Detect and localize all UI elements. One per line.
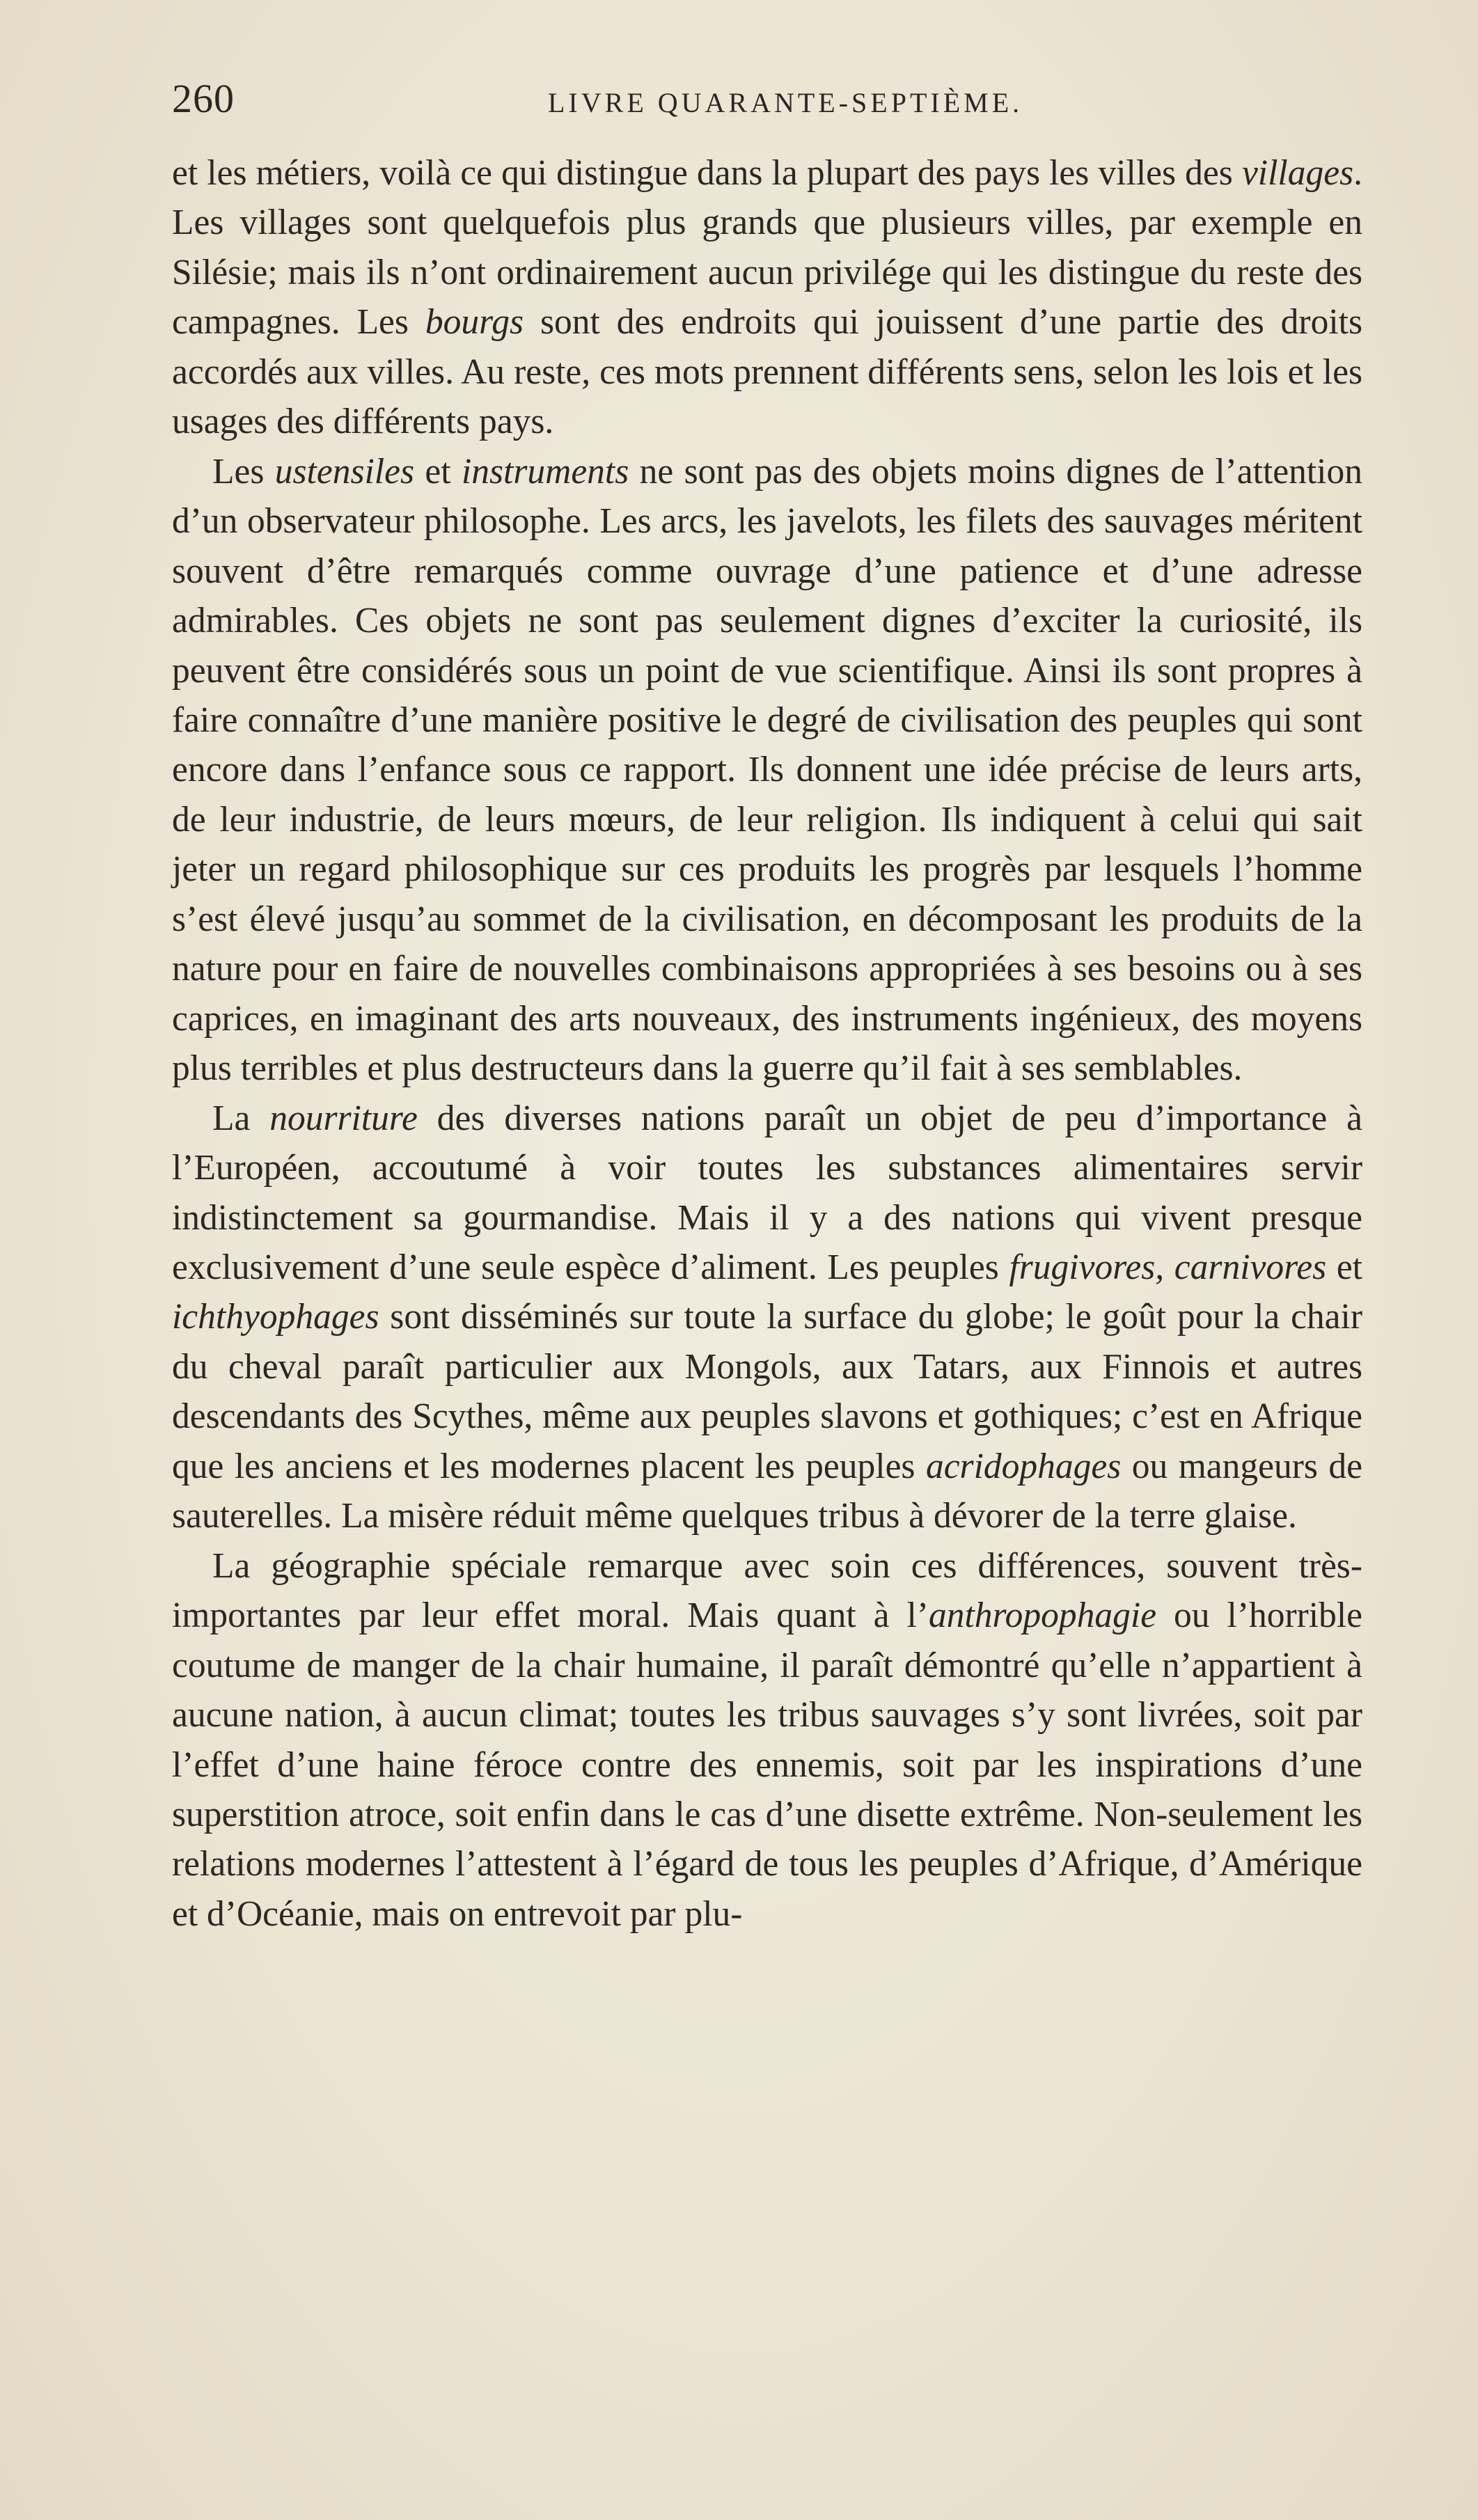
text-run: Les (212, 451, 275, 491)
text-run: et (414, 451, 462, 491)
italic-term: nourriture (269, 1098, 418, 1138)
text-run: ne sont pas des objets moins dignes de l’attention d’un observateur philosophe. Les arcs, les javelots, les filets des sauvages méritent souvent d’être remarqués comme ouvrage d’une patience et d’une adresse admirables. Ces objets ne sont pas seulement dignes d’exciter la curiosité, ils peuvent être considérés sous un point de vue scientifique. Ainsi ils sont propres à faire connaître d’une manière positive le degré de civilisation des peuples qui sont encore dans l’enfance sous ce rapport. Ils donnent une idée précise de leurs arts, de leur industrie, de leurs mœurs, de leur religion. Ils indiquent à celui qui sait jeter un regard philosophique sur ces produits les progrès par lesquels l’homme s’est élevé jusqu’au sommet de la civilisation, en décomposant les produits de la nature pour en faire de nouvelles combinaisons appropriées à ses besoins ou à ses caprices, en imaginant des arts nouveaux, des instruments ingénieux, des moyens plus terribles et plus destructeurs dans la guerre qu’il fait à ses semblables. (172, 451, 1362, 1089)
italic-term: acridophages (925, 1446, 1122, 1486)
running-title: LIVRE QUARANTE-SEPTIÈME. (548, 87, 1023, 118)
body-text (172, 148, 1362, 1939)
italic-term: ichthyophages (172, 1297, 379, 1337)
text-run: ou l’horrible coutume de manger de la chair humaine, il paraît démontré qu’elle n’appartient à aucune nation, à aucun climat; toutes les tribus sauvages s’y sont livrées, soit par l’effet d’une haine féroce contre des ennemis, soit par les inspirations d’une superstition atroce, soit enfin dans le cas d’une disette extrême. Non-seulement les relations modernes l’attestent à l’égard de tous les peuples d’Afrique, d’Amérique et d’Océanie, mais on entrevoit par plu- (172, 1596, 1363, 1934)
page-number: 260 (172, 76, 235, 121)
paragraph-4 (172, 1541, 1362, 1939)
italic-term: anthropophagie (928, 1596, 1157, 1636)
italic-term: frugivores, carnivores (1009, 1247, 1327, 1287)
text-run: sont des endroits qui jouissent d’une partie des droits accordés aux villes. Au reste, ces mots prennent différents sens, selon les lois et les usages des différents pays. (172, 302, 1362, 442)
italic-term: instruments (461, 451, 629, 491)
text-run: des diverses nations paraît un objet de peu d’importance à l’Européen, accoutumé à voir toutes les substances alimentaires servir indistinctement sa gourmandise. Mais il y a des nations qui vivent presque exclusivement d’une seule espèce d’aliment. Les peuples (172, 1098, 1362, 1287)
text-run: et (1326, 1247, 1362, 1287)
italic-term: ustensiles (274, 451, 415, 491)
text-run: La (212, 1098, 270, 1138)
italic-term: villages (1241, 153, 1354, 193)
paragraph-1 (172, 148, 1362, 447)
text-run: ou mangeurs de sauterelles. La misère réduit même quelques tribus à dévorer de la terre glaise. (172, 1446, 1362, 1536)
italic-term: bourgs (425, 302, 524, 342)
text-run: La géographie spéciale remarque avec soin ces différences, souvent très-importantes par leur effet moral. Mais quant à l’ (172, 1545, 1362, 1636)
page-header (172, 78, 1362, 134)
paragraph-2 (172, 447, 1362, 1094)
paragraph-3 (172, 1094, 1362, 1541)
text-run: sont disséminés sur toute la surface du globe; le goût pour la chair du cheval paraît particulier aux Mongols, aux Tatars, aux Finnois et autres descendants des Scythes, même aux peuples slavons et gothiques; c’est en Afrique que les anciens et les modernes placent les peuples (172, 1297, 1362, 1486)
text-run: . Les villages sont quelquefois plus grands que plusieurs villes, par exemple en Silésie; mais ils n’ont ordinairement aucun privilége qui les distingue du reste des campagnes. Les (172, 153, 1362, 342)
text-run: et les métiers, voilà ce qui distingue dans la plupart des pays les villes des (172, 153, 1242, 193)
